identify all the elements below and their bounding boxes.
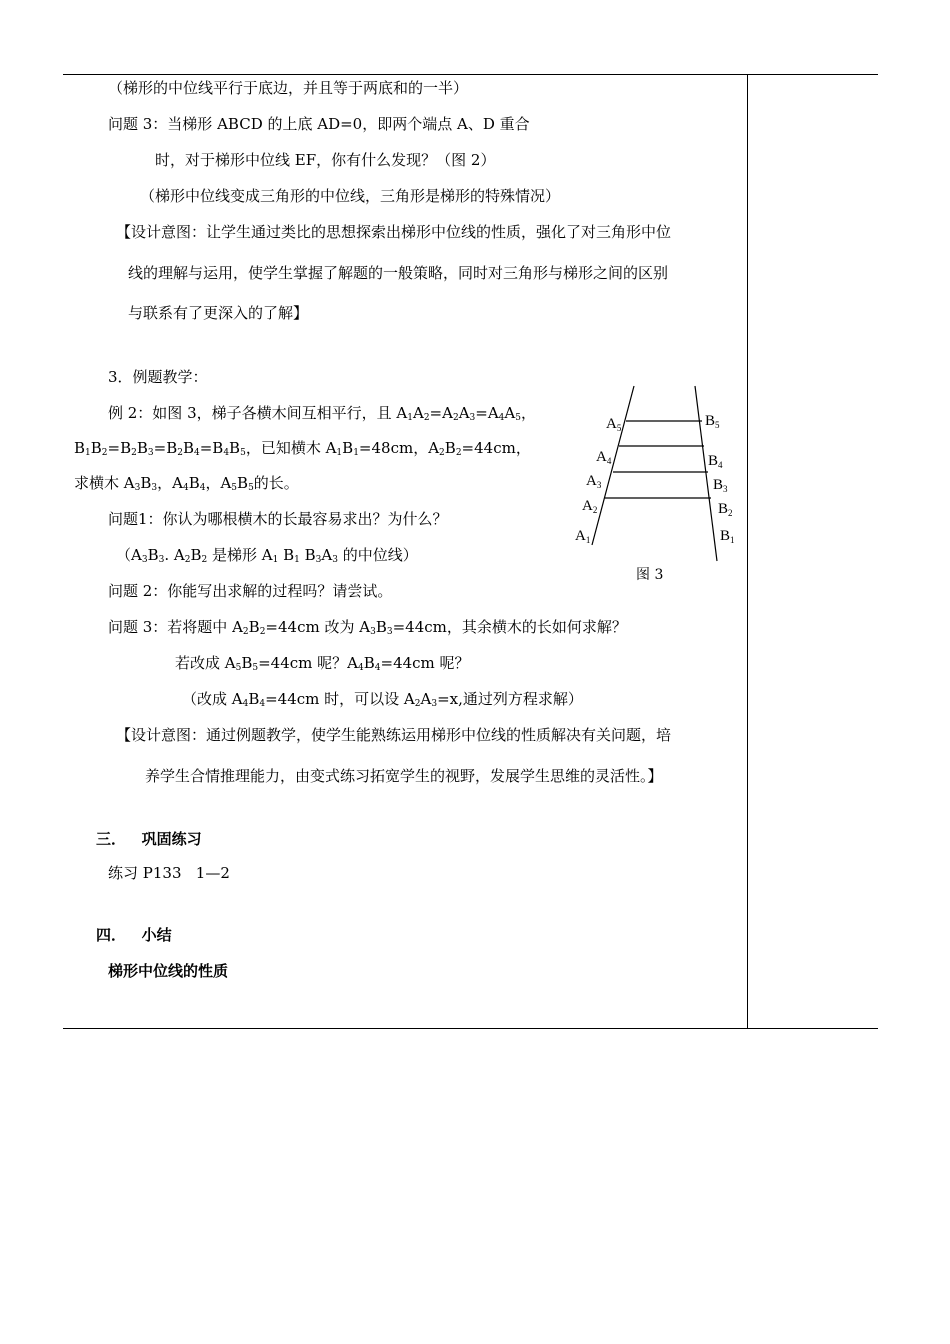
label-b4: $B_4$ [708, 453, 723, 470]
text-line-question-3-cont: 时，对于梯形中位线 EF，你有什么发现？（图 2） [155, 151, 496, 169]
summary-text: 梯形中位线的性质 [108, 962, 229, 980]
question-3-variant-cont: 若改成 $A_5B_5=44cm$ 呢？$A_4B_4=44cm$ 呢？ [175, 654, 470, 673]
design-intent-1-line-1: 【设计意图：让学生通过类比的思想探索出梯形中位线的性质，强化了对三角形中位 [116, 223, 672, 241]
question-1: 问题1：你认为哪根横木的长最容易求出？为什么？ [108, 510, 448, 528]
answer-3-variant: （改成 $A_4B_4=44cm$ 时，可以设 $A_2A_3=x$,通过列方程求解） [182, 690, 583, 709]
section-example-teaching: 3．例题教学： [108, 368, 208, 386]
label-b1: $B_1$ [720, 528, 735, 545]
section-heading-summary: 四． 小结 [96, 926, 172, 944]
label-a1: $A_1$ [575, 528, 591, 545]
label-a3: $A_3$ [586, 473, 602, 490]
answer-1: （$A_3B_3$. $A_2B_2$ 是梯形 $A_1$ $B_1$ $B_3A_3$ 的中位线） [116, 546, 418, 565]
ladder-figure [570, 383, 745, 588]
table-bottom-border [63, 1028, 878, 1029]
design-intent-2-line-2: 养学生合情推理能力，由变式练习拓宽学生的视野，发展学生思维的灵活性。】 [145, 767, 663, 785]
label-a2: $A_2$ [582, 498, 598, 515]
design-intent-2-line-1: 【设计意图：通过例题教学，使学生能熟练运用梯形中位线的性质解决有关问题，培 [116, 726, 672, 744]
example-2-line-3: 求横木 $A_3B_3$，$A_4B_4$，$A_5B_5$的长。 [74, 474, 299, 493]
text-line-midline-property: （梯形的中位线平行于底边，并且等于两底和的一半） [108, 79, 469, 97]
label-b3: $B_3$ [713, 477, 728, 494]
ladder-left-rail [592, 386, 634, 545]
table-column-divider [747, 74, 748, 1029]
example-2-line-2: $B_1B_2=B_2B_3=B_2B_4=B_4B_5$，已知横木 $A_1B_1=48cm$，$A_2B_2=44cm$， [74, 439, 531, 458]
table-top-border [63, 74, 878, 75]
question-3-variant: 问题 3：若将题中 $A_2B_2=44cm$ 改为 $A_3B_3=44cm$，其余横木的长如何求解？ [108, 618, 627, 637]
label-b5: $B_5$ [705, 413, 720, 430]
figure-caption: 图 3 [636, 567, 664, 583]
label-b2: $B_2$ [718, 501, 733, 518]
label-a4: $A_4$ [596, 449, 612, 466]
example-2-line-1: 例 2：如图 3，梯子各横木间互相平行，且 $A_1A_2=A_2A_3=A_4A_5$， [108, 404, 536, 423]
practice-reference: 练习 P133 1—2 [108, 864, 230, 882]
text-line-question-3: 问题 3：当梯形 ABCD 的上底 AD=0，即两个端点 A、D 重合 [108, 115, 530, 133]
design-intent-1-line-3: 与联系有了更深入的了解】 [128, 304, 309, 322]
label-a5: $A_5$ [606, 416, 622, 433]
section-heading-consolidation: 三． 巩固练习 [96, 830, 202, 848]
design-intent-1-line-2: 线的理解与运用，使学生掌握了解题的一般策略，同时对三角形与梯形之间的区别 [128, 264, 669, 282]
question-2: 问题 2：你能写出求解的过程吗？请尝试。 [108, 582, 393, 600]
text-line-answer-3: （梯形中位线变成三角形的中位线，三角形是梯形的特殊情况） [140, 187, 561, 205]
